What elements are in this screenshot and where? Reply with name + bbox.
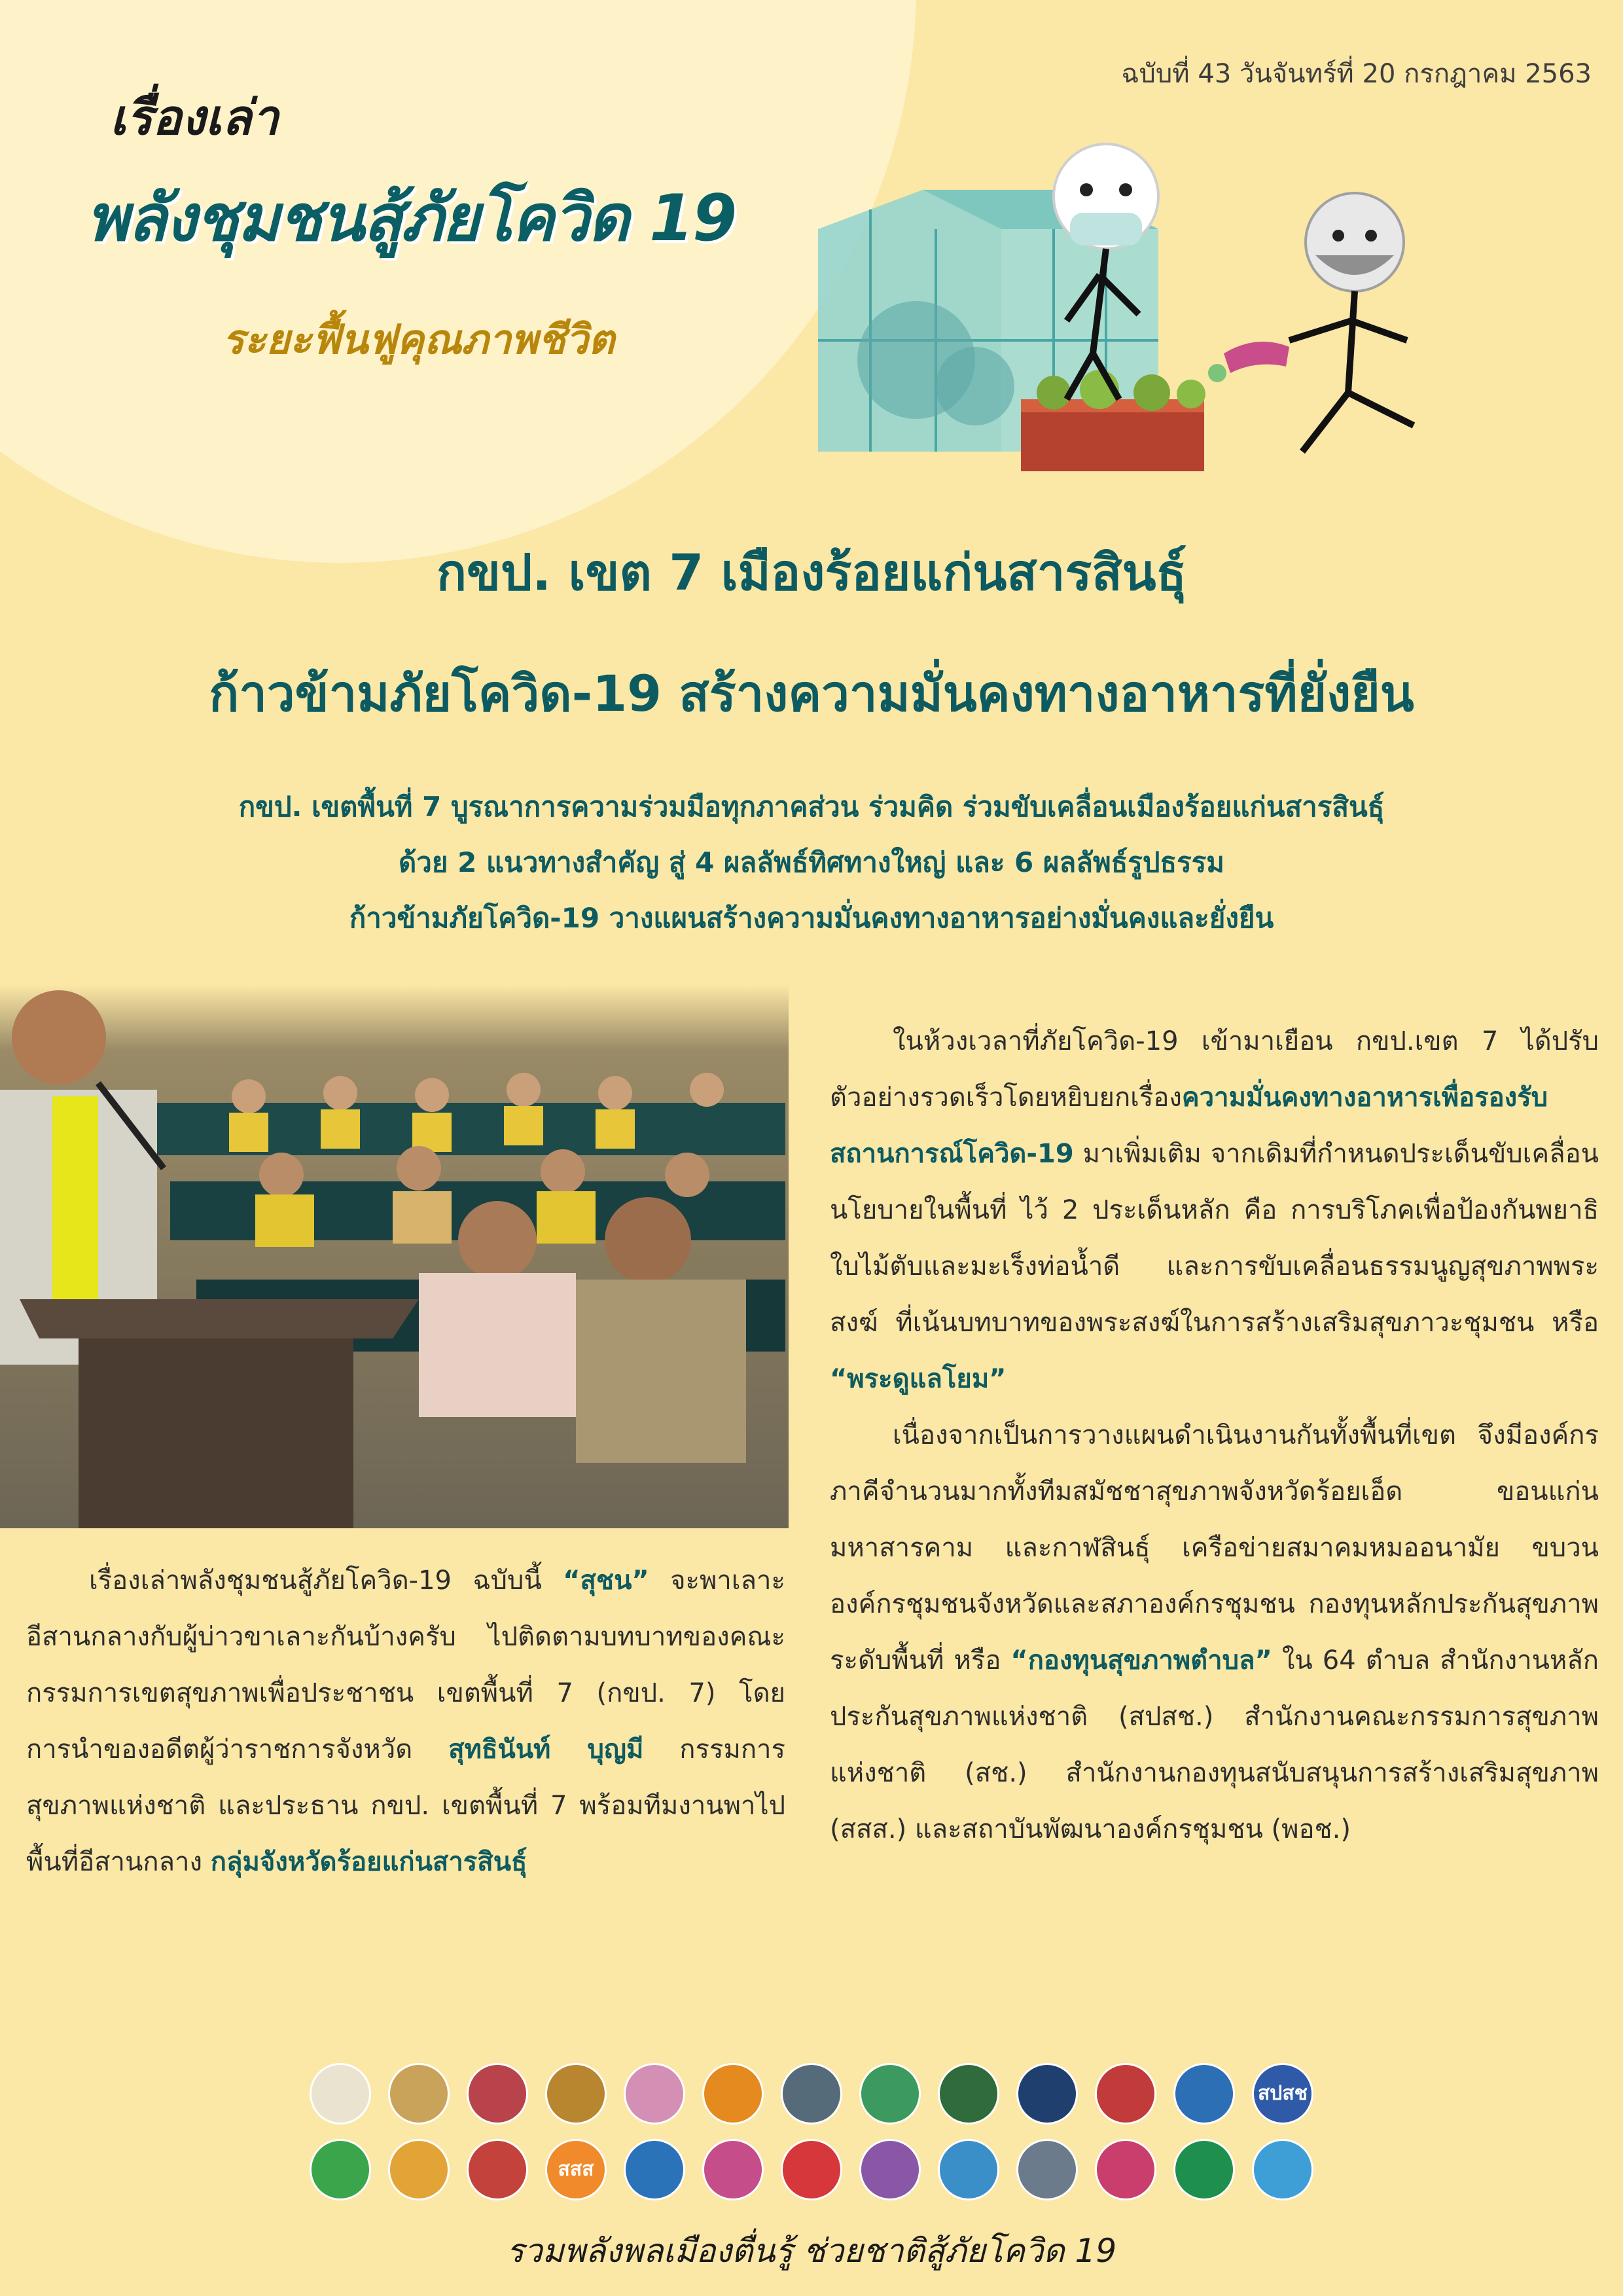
partner-logos-row-1 [0,2063,1623,2125]
logo-label [390,2141,448,2198]
logo-label [783,2141,840,2198]
logo-label [1175,2141,1233,2198]
left-column-text [26,1552,785,1890]
org-logo-22-icon [938,2139,999,2200]
logo-label [1018,2141,1076,2198]
left-p1-highlight-province-group: กลุ่มจังหวัดร้อยแก่นสารสินธุ์ [210,1847,527,1877]
partner-logos-row-2 [0,2139,1623,2200]
org-logo-20-icon [781,2139,842,2200]
brand-title-line1: เรื่องเล่า [110,90,279,146]
brand-title-line2: พลังชุมชนสู้ภัยโควิด 19 [86,181,736,256]
logo-label [940,2065,997,2123]
org-logo-23-icon [1016,2139,1078,2200]
logo-label [861,2141,919,2198]
org-logo-6-icon [702,2063,764,2125]
org-logo-17-icon [545,2139,607,2200]
org-logo-25-icon [1173,2139,1235,2200]
right-p1-highlight-food-security: ความมั่นคงทางอาหารเพื่อรองรับสถานการณ์โควิด-19 [830,1083,1548,1169]
meeting-photo [0,985,789,1528]
right-column-text [830,1013,1599,1857]
org-logo-11-icon [1095,2063,1156,2125]
footer-slogan: รวมพลังพลเมืองตื่นรู้ ช่วยชาติสู้ภัยโควิด 19 [506,2232,1117,2270]
right-p2-text-2: ใน 64 ตำบล สำนักงานหลักประกันสุขภาพแห่งชาติ (สปสช.) สำนักงานคณะกรรมการสุขภาพแห่งชาติ (สช.) สำนักงานกองทุนสนับสนุนการสร้างเสริมสุขภาพ (สสส.) และสถาบันพัฒนาองค์กรชุมชน (พอช.) [830,1645,1599,1844]
subheadline-line1: กขป. เขตพื้นที่ 7 บูรณาการความร่วมมือทุกภาคส่วน ร่วมคิด ร่วมขับเคลื่อนเมืองร้อยแก่นสารสินธุ์ [238,791,1385,823]
logo-label [783,2065,840,2123]
left-p1-highlight-suchon: “สุชน” [563,1566,649,1596]
logo-label: สสส [558,2158,594,2181]
org-logo-16-icon [467,2139,528,2200]
org-logo-21-icon [859,2139,921,2200]
left-p1-text: เรื่องเล่าพลังชุมชนสู้ภัยโควิด-19 ฉบับนี้ [89,1566,563,1596]
watering-character-icon [1208,193,1414,452]
logo-label [626,2065,683,2123]
org-logo-13-icon [1252,2063,1313,2125]
org-logo-3-icon [467,2063,528,2125]
logo-label [469,2141,526,2198]
org-logo-9-icon [938,2063,999,2125]
logo-label [940,2141,997,2198]
subheadline-line3: ก้าวข้ามภัยโควิด-19 วางแผนสร้างความมั่นคงทางอาหารอย่างมั่นคงและยั่งยืน [349,902,1274,934]
left-p1-text-2: จะพาเลาะอีสานกลางกับผู้บ่าวขาเลาะกันบ้างครับ ไปติดตามบทบาทของคณะกรรมการเขตสุขภาพเพื่อประชาชน เขตพื้นที่ 7 (กขป. 7) โดยการนำของอดีตผู้ว่าราชการจังหวัด [26,1566,785,1765]
right-paragraph-1 [830,1013,1599,1407]
org-logo-10-icon [1016,2063,1078,2125]
org-logo-15-icon [388,2139,450,2200]
subheadline-line2: ด้วย 2 แนวทางสำคัญ สู่ 4 ผลลัพธ์ทิศทางใหญ่ และ 6 ผลลัพธ์รูปธรรม [399,846,1224,878]
logo-label [312,2065,369,2123]
logo-label [312,2141,369,2198]
logo-label [704,2065,762,2123]
logo-label [1175,2065,1233,2123]
right-p1-text: ในห้วงเวลาที่ภัยโควิด-19 เข้ามาเยือน กขป.เขต 7 ได้ปรับตัวอย่างรวดเร็วโดยหยิบยกเรื่อง [830,1026,1599,1113]
left-p1-highlight-name: สุทธินันท์ บุญมี [448,1734,644,1765]
logo-label [704,2141,762,2198]
logo-label [861,2065,919,2123]
logo-label [1097,2065,1154,2123]
org-logo-4-icon [545,2063,607,2125]
logo-label [469,2065,526,2123]
org-logo-12-icon [1173,2063,1235,2125]
org-logo-8-icon [859,2063,921,2125]
brand-subtitle: ระยะฟื้นฟูคุณภาพชีวิต [223,315,615,363]
left-p1-text-3: กรรมการสุขภาพแห่งชาติ และประธาน กขป. เขตพื้นที่ 7 พร้อมทีมงานพาไปพื้นที่อีสานกลาง [26,1734,786,1877]
logo-label [1254,2141,1311,2198]
logo-label [390,2065,448,2123]
logo-label [1018,2065,1076,2123]
right-paragraph-2 [830,1407,1599,1857]
logo-label [1097,2141,1154,2198]
org-logo-14-icon [310,2139,371,2200]
right-p2-text: เนื่องจากเป็นการวางแผนดำเนินงานกันทั้งพื้นที่เขต จึงมีองค์กรภาคีจำนวนมากทั้งทีมสมัชชาสุขภาพจังหวัดร้อยเอ็ด ขอนแก่น มหาสารคาม และกาฬสินธุ์ เครือข่ายสมาคมหมออนามัย ขบวนองค์กรชุมชนจังหวัดและสภาองค์กรชุมชน กองทุนหลักประกันสุขภาพระดับพื้นที่ หรือ [830,1420,1599,1676]
org-logo-19-icon [702,2139,764,2200]
logo-label [626,2141,683,2198]
issue-date: ฉบับที่ 43 วันจันทร์ที่ 20 กรกฎาคม 2563 [1121,59,1592,89]
org-logo-26-icon [1252,2139,1313,2200]
org-logo-1-icon [310,2063,371,2125]
org-logo-24-icon [1095,2139,1156,2200]
right-p1-text-2: มาเพิ่มเติม จากเดิมที่กำหนดประเด็นขับเคลื่อนนโยบายในพื้นที่ ไว้ 2 ประเด็นหลัก คือ การบริโภคเพื่อป้องกันพยาธิใบไม้ตับและมะเร็งท่อน้ำดี และการขับเคลื่อนธรรมนูญสุขภาพพระสงฆ์ ที่เน้นบทบาทของพระสงฆ์ในการสร้างเสริมสุขภาวะชุมชน หรือ [830,1139,1599,1338]
right-p2-highlight-fund: “กองทุนสุขภาพตำบล” [1010,1645,1272,1676]
org-logo-5-icon [624,2063,685,2125]
org-logo-7-icon [781,2063,842,2125]
headline-line1: กขป. เขต 7 เมืองร้อยแก่นสารสินธุ์ [436,543,1186,601]
logo-label: สปสช [1257,2082,1308,2105]
logo-label [547,2065,605,2123]
headline-line2: ก้าวข้ามภัยโควิด-19 สร้างความมั่นคงทางอาหารที่ยั่งยืน [209,664,1414,723]
greenhouse-illustration [805,124,1486,491]
right-p1-highlight-monk: “พระดูแลโยม” [830,1364,1007,1394]
org-logo-2-icon [388,2063,450,2125]
org-logo-18-icon [624,2139,685,2200]
